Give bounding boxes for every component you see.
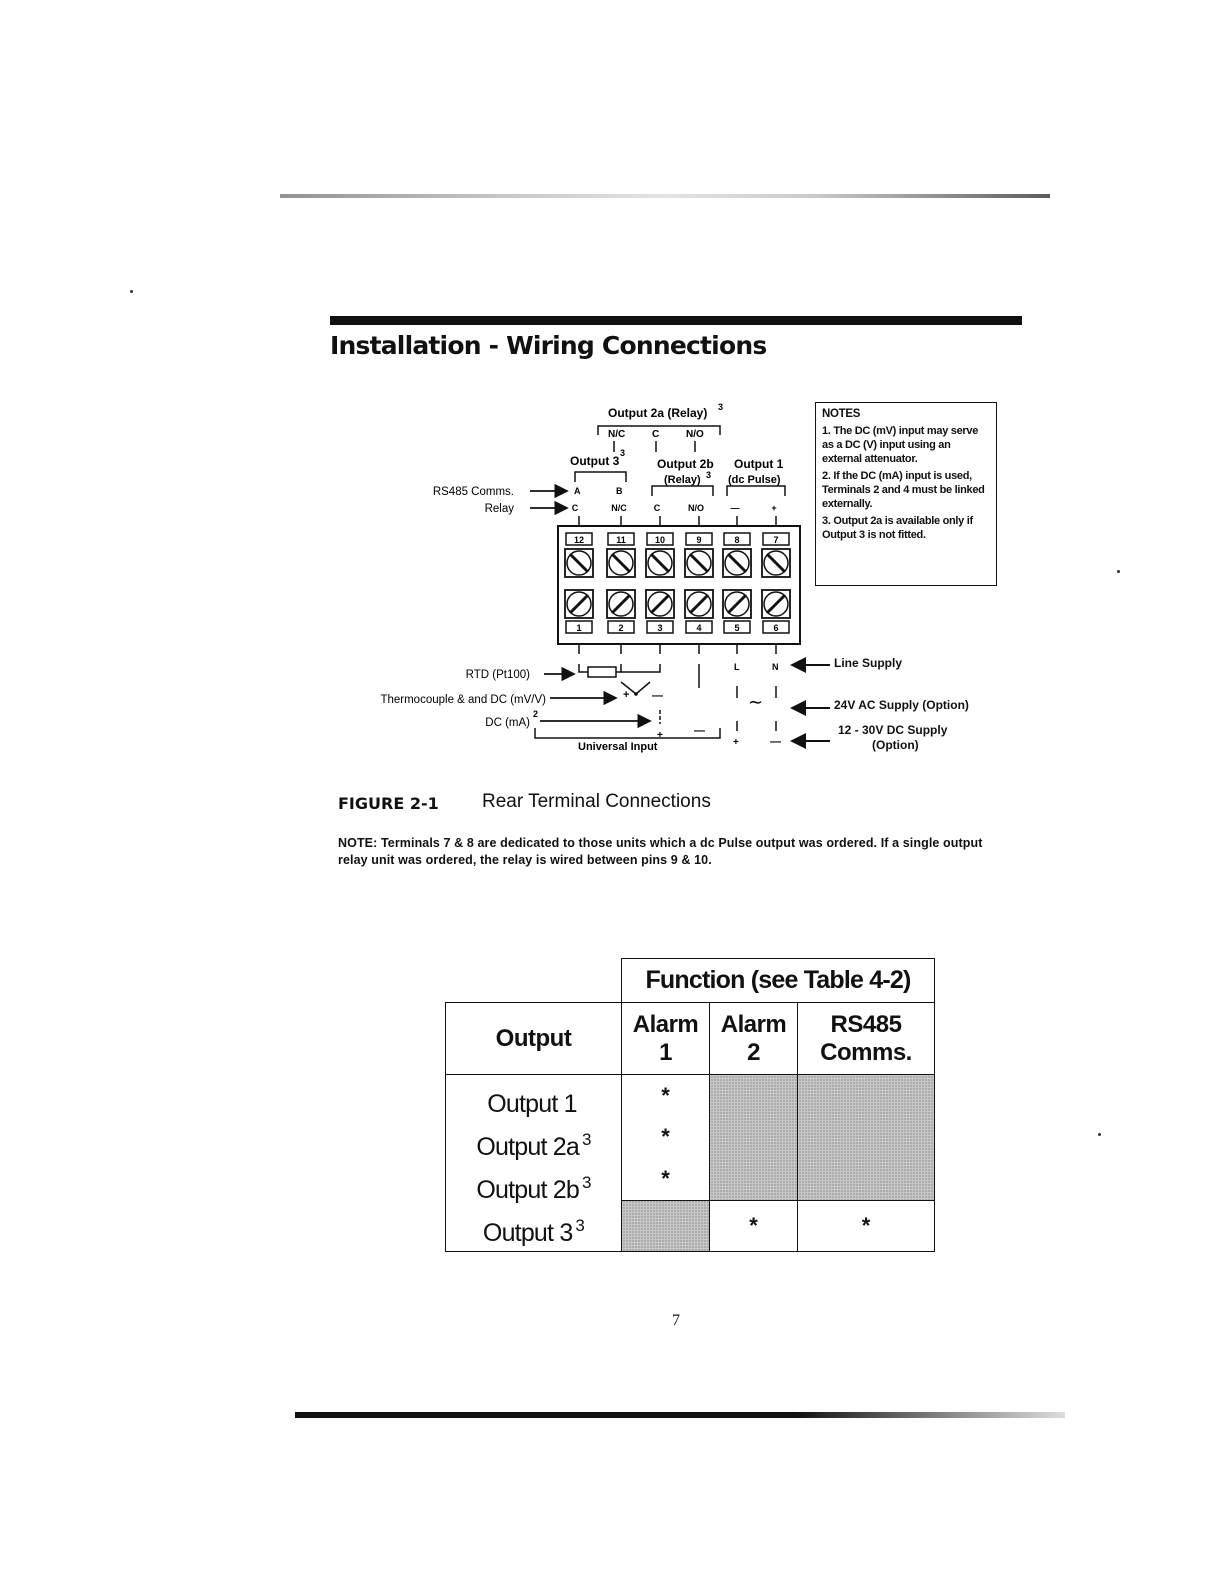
page-title: Installation - Wiring Connections: [330, 331, 767, 360]
table-cell: *: [798, 1200, 935, 1251]
dc-ma-label: DC (mA): [485, 717, 530, 729]
output2a-sup: 3: [718, 402, 724, 412]
output-row-name: Output 2a $^3$: [476, 1130, 591, 1161]
output2b-label: Output 2b: [657, 457, 714, 471]
note-item: 2. If the DC (mA) input is used, Terminals 2 and 4 must be linked externally.: [822, 470, 985, 510]
output1-sub: (dc Pulse): [728, 474, 781, 486]
terminal-number: 1: [576, 623, 582, 633]
universal-input-label: Universal Input: [578, 741, 658, 753]
output2a-term-nc: N/C: [608, 429, 626, 440]
scan-speck: [1098, 1133, 1101, 1136]
relay-term: N/O: [687, 503, 705, 513]
shaded-cell: [622, 1200, 710, 1251]
column-header-rs485: [798, 1003, 935, 1075]
terminal-number: 9: [696, 535, 702, 545]
dc-supply-plus: +: [733, 737, 739, 748]
rs485-label: RS485 Comms.: [432, 486, 514, 498]
table-row: [446, 1075, 935, 1117]
relay-term: —: [730, 503, 740, 513]
rtd-resistor: [588, 667, 616, 677]
note-item: 1. The DC (mV) input may serve as a DC (V) input using an external attenuator.: [822, 425, 979, 465]
dcma-plus: +: [657, 730, 663, 741]
terminal-number: 12: [573, 535, 585, 545]
notes-heading: NOTES: [822, 408, 861, 420]
terminal-number: 11: [616, 535, 626, 545]
scan-line-top: [280, 194, 1050, 198]
column-header-alarm1: [622, 1003, 710, 1075]
column-header-line: 1: [659, 1038, 672, 1066]
terminal-number: 4: [696, 623, 702, 633]
output2b-sub: (Relay): [664, 474, 701, 486]
figure-label: FIGURE 2-1: [338, 794, 439, 813]
scan-line-bottom: [295, 1412, 1065, 1418]
rs485-term-a: A: [574, 486, 581, 496]
figure-caption: Rear Terminal Connections: [482, 791, 711, 812]
output-row-name: Output 3 $^3$: [482, 1216, 585, 1247]
terminal-number: 6: [773, 623, 779, 633]
terminal-note: NOTE: Terminals 7 & 8 are dedicated to those units which a dc Pulse output was ordered. If a single output relay unit was ordered, the relay is wired between pins 9 & 10.: [338, 836, 983, 867]
output2b-sup: 3: [706, 470, 712, 480]
terminal-number: 10: [654, 535, 666, 545]
note-item: 3. Output 2a is available only if Output 3 is not fitted.: [822, 515, 973, 541]
wiring-diagram: [330, 398, 830, 768]
ac-tilde: ∼: [748, 692, 764, 712]
output-names: [446, 1075, 622, 1252]
shaded-cell: [798, 1075, 935, 1201]
thermocouple-label: Thermocouple & and DC (mV/V): [380, 694, 546, 706]
terminal-number: 8: [734, 535, 740, 545]
function-table: [445, 958, 935, 1252]
output-row-name: Output 1: [487, 1090, 577, 1118]
relay-term: C: [653, 503, 661, 513]
terminal-number: 7: [773, 535, 779, 545]
output3-sup: 3: [620, 448, 626, 458]
column-header-line: Alarm: [720, 1010, 787, 1038]
line-supply-label: Line Supply: [834, 656, 903, 670]
terminal-number: 2: [618, 623, 624, 633]
notes-box: [815, 402, 997, 586]
rs485-term-b: B: [616, 486, 623, 496]
relay-term: C: [571, 503, 579, 513]
page-number: 7: [672, 1312, 680, 1329]
title-rule: [330, 316, 1022, 325]
scan-speck: [1117, 570, 1120, 573]
dc-ma-sup: 2: [533, 709, 539, 719]
output-header: Output: [446, 1003, 622, 1075]
supply-l: L: [734, 662, 740, 672]
dc-supply-minus: —: [770, 736, 781, 748]
output2a-term-no: N/O: [686, 429, 704, 440]
column-header-line: RS485: [830, 1010, 902, 1038]
supply-n: N: [772, 662, 779, 672]
relay-label: Relay: [484, 503, 514, 515]
relay-term: +: [771, 503, 777, 513]
rtd-label: RTD (Pt100): [465, 669, 530, 681]
output2a-label: Output 2a (Relay): [608, 406, 708, 420]
tc-minus: —: [652, 690, 663, 702]
terminal-number: 3: [657, 623, 663, 633]
output2a-term-c: C: [652, 429, 660, 440]
shaded-cell: [710, 1075, 798, 1201]
dc-supply-label: 12 - 30V DC Supply: [838, 723, 948, 737]
column-header-line: Alarm: [632, 1010, 699, 1038]
ac-supply-label: 24V AC Supply (Option): [834, 698, 969, 712]
output-row-name: Output 2b $^3$: [476, 1173, 591, 1204]
dcma-minus: —: [694, 725, 705, 737]
table-cell: *: [622, 1158, 710, 1200]
column-header-alarm2: [710, 1003, 798, 1075]
relay-term: N/C: [611, 503, 627, 513]
table-cell: *: [710, 1200, 798, 1251]
function-header: Function (see Table 4-2): [622, 959, 935, 1003]
column-header-line: Comms.: [820, 1038, 912, 1066]
column-header-line: 2: [747, 1038, 760, 1066]
table-cell: *: [622, 1075, 710, 1117]
table-cell: *: [622, 1116, 710, 1158]
output1-label: Output 1: [734, 457, 784, 471]
tc-plus: +: [623, 689, 630, 701]
scan-speck: [130, 290, 133, 293]
output3-label: Output 3: [570, 454, 620, 468]
dc-supply-sub: (Option): [872, 738, 919, 752]
terminal-number: 5: [734, 623, 740, 633]
